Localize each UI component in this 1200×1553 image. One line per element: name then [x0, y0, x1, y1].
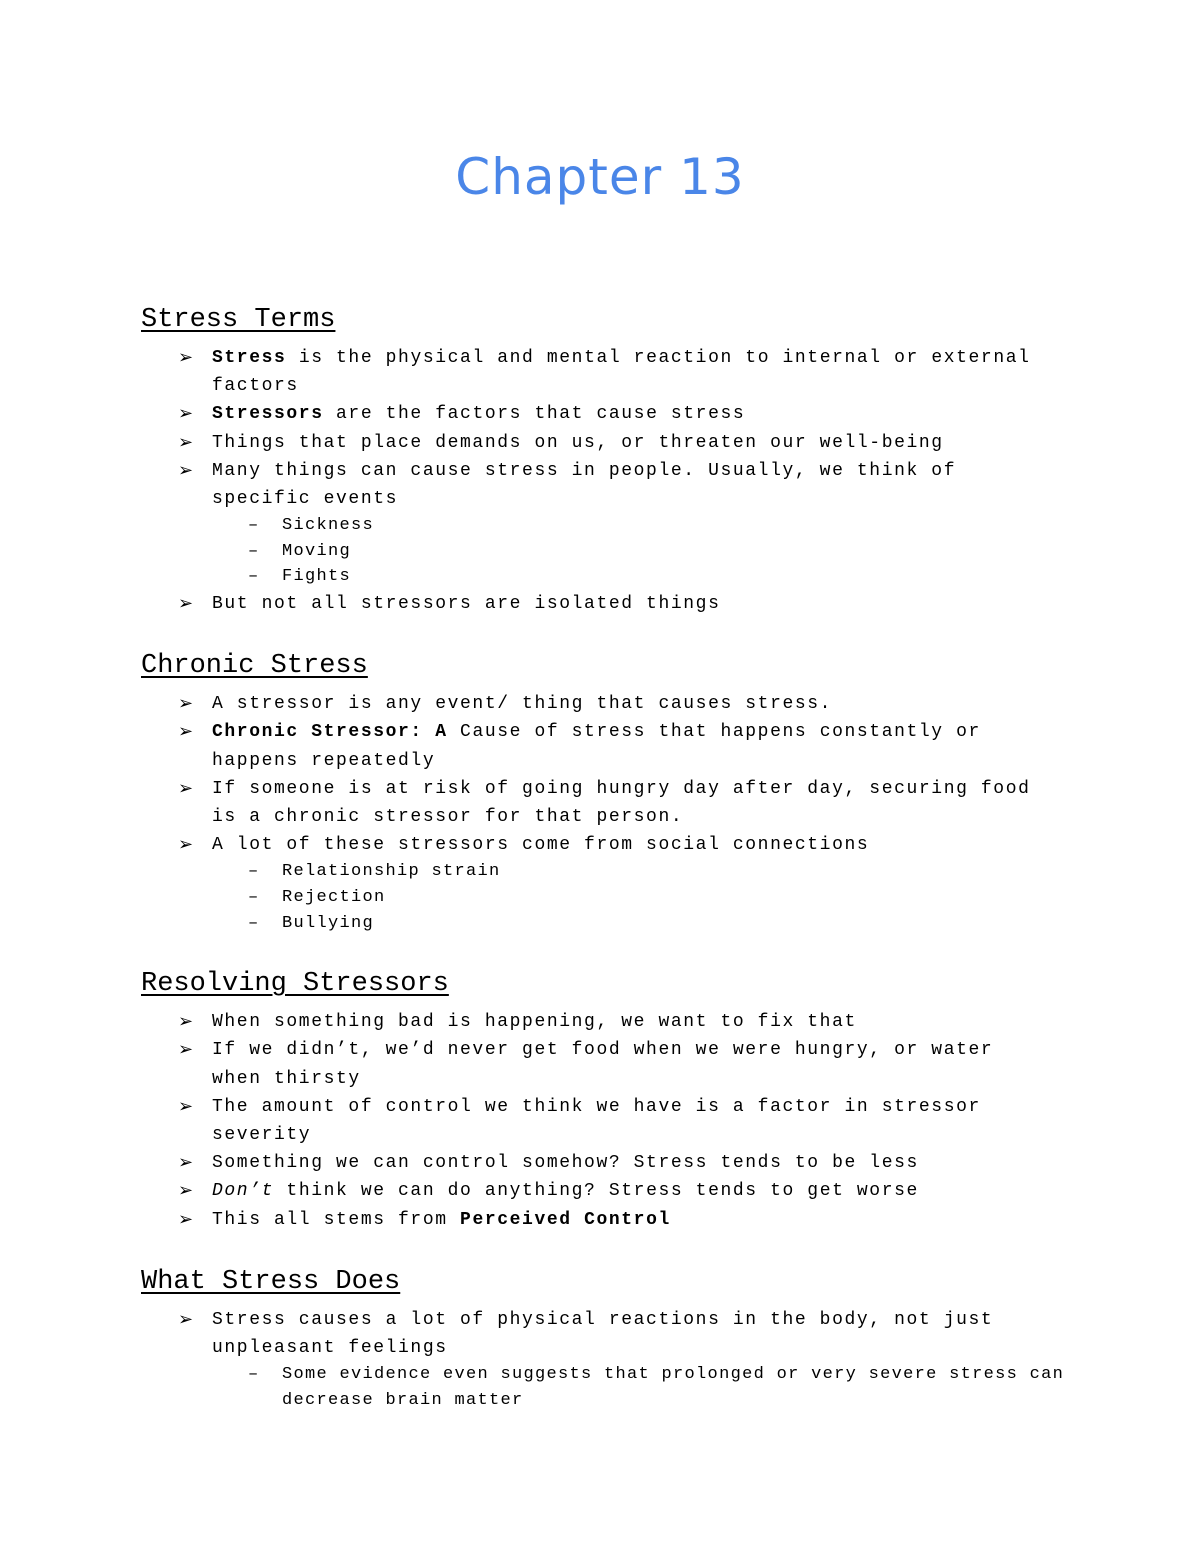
- bullet-text: Stress causes a lot of physical reactions in the body, not just unpleasant feelings: [212, 1309, 994, 1359]
- sub-list-holder: [212, 513, 1081, 590]
- sub-item: [248, 911, 1081, 937]
- section: [141, 964, 1081, 1234]
- dash-bullet-icon: –: [248, 1365, 260, 1385]
- dash-bullet-icon: –: [248, 862, 260, 882]
- arrow-bullet-icon: ➢: [178, 1208, 195, 1230]
- sub-list: [212, 1362, 1081, 1413]
- bullet-text: The amount of control we think we have is a factor in stressor severity: [212, 1096, 981, 1146]
- sub-text: Sickness: [282, 516, 375, 536]
- bullet-text: Cause of stress that happens constantly or happens repeatedly: [212, 722, 981, 771]
- page-title: Chapter 13: [455, 148, 745, 206]
- arrow-bullet-icon: ➢: [178, 834, 195, 856]
- section-heading: What Stress Does: [141, 1266, 401, 1297]
- sub-list-holder: [212, 859, 1081, 936]
- bold-term: Chronic Stressor: A: [212, 722, 448, 743]
- bullet-text: think we can do anything? Stress tends to get worse: [274, 1181, 919, 1202]
- arrow-bullet-icon: ➢: [178, 1308, 195, 1330]
- bullet-item: [178, 1149, 1081, 1177]
- bullet-item: [178, 831, 1081, 859]
- dash-bullet-icon: –: [248, 567, 260, 587]
- bullet-item: [178, 344, 1081, 400]
- bullet-item: [178, 457, 1081, 513]
- bullet-list: [141, 344, 1081, 618]
- italic-term: Don’t: [212, 1181, 275, 1202]
- sub-text: Relationship strain: [282, 862, 501, 882]
- dash-bullet-icon: –: [248, 913, 260, 933]
- bullet-text: A stressor is any event/ thing that causes stress.: [212, 694, 833, 715]
- sub-list: [212, 859, 1081, 936]
- section-heading: Resolving Stressors: [141, 969, 449, 1000]
- bullet-item: [178, 400, 1081, 428]
- arrow-bullet-icon: ➢: [178, 431, 195, 453]
- arrow-bullet-icon: ➢: [178, 1152, 195, 1174]
- section-heading: Stress Terms: [141, 305, 336, 335]
- sub-text: Bullying: [282, 913, 375, 933]
- bullet-text: Things that place demands on us, or threaten our well-being: [212, 432, 944, 453]
- arrow-bullet-icon: ➢: [178, 1039, 195, 1061]
- bullet-item: [178, 690, 1081, 718]
- bullet-item: [178, 429, 1081, 457]
- arrow-bullet-icon: ➢: [178, 1011, 195, 1033]
- sub-text: Rejection: [282, 888, 386, 908]
- sub-text: Fights: [282, 567, 352, 587]
- arrow-bullet-icon: ➢: [178, 1180, 195, 1202]
- sub-item: [248, 564, 1081, 590]
- arrow-bullet-icon: ➢: [178, 593, 195, 614]
- arrow-bullet-icon: ➢: [178, 693, 195, 715]
- bullet-text: This all stems from: [212, 1209, 461, 1230]
- bullet-text: A lot of these stressors come from social connections: [212, 835, 870, 856]
- arrow-bullet-icon: ➢: [178, 459, 195, 481]
- dash-bullet-icon: –: [248, 516, 260, 536]
- section: [141, 300, 1081, 618]
- bullet-text: are the factors that cause stress: [323, 404, 746, 425]
- dash-bullet-icon: –: [248, 541, 260, 561]
- bullet-text: is the physical and mental reaction to internal or external factors: [212, 348, 1031, 397]
- sub-text: Some evidence even suggests that prolonged or very severe stress can decrease brain matter: [282, 1365, 1065, 1410]
- bullet-list: [141, 690, 1081, 936]
- bullet-text: Many things can cause stress in people. Usually, we think of specific events: [212, 460, 957, 510]
- bullet-text: When something bad is happening, we want to fix that: [212, 1012, 857, 1033]
- bullet-item: [178, 1177, 1081, 1205]
- bullet-text: But not all stressors are isolated things: [212, 594, 721, 614]
- sub-list-holder: [212, 1362, 1081, 1413]
- document-body: [141, 300, 1081, 1441]
- sub-item: [248, 513, 1081, 539]
- bullet-list: [141, 1306, 1081, 1414]
- dash-bullet-icon: –: [248, 888, 260, 908]
- bullet-item: [178, 775, 1081, 831]
- sub-list: [212, 513, 1081, 590]
- bullet-item: [178, 1206, 1081, 1234]
- sub-item: [248, 859, 1081, 885]
- bullet-item: [178, 590, 1081, 618]
- section: [141, 1262, 1081, 1414]
- bullet-item: [178, 1306, 1081, 1362]
- arrow-bullet-icon: ➢: [178, 403, 195, 425]
- bold-term: Stressors: [212, 404, 324, 425]
- bullet-text: Something we can control somehow? Stress tends to be less: [212, 1153, 919, 1174]
- sub-item: [248, 1362, 1081, 1413]
- bold-term: Perceived Control: [460, 1209, 671, 1230]
- sub-item: [248, 539, 1081, 565]
- bold-term: Stress: [212, 348, 287, 368]
- bullet-list: [141, 1008, 1081, 1234]
- bullet-item: [178, 718, 1081, 774]
- arrow-bullet-icon: ➢: [178, 777, 195, 799]
- bullet-text: If someone is at risk of going hungry day after day, securing food is a chronic stressor for that person.: [212, 778, 1031, 828]
- arrow-bullet-icon: ➢: [178, 1095, 195, 1117]
- bullet-text: If we didn’t, we’d never get food when we were hungry, or water when thirsty: [212, 1040, 994, 1089]
- section-heading: Chronic Stress: [141, 651, 368, 682]
- arrow-bullet-icon: ➢: [178, 347, 195, 368]
- bullet-item: [178, 1093, 1081, 1149]
- arrow-bullet-icon: ➢: [178, 721, 195, 743]
- bullet-item: [178, 1008, 1081, 1036]
- bullet-item: [178, 1036, 1081, 1092]
- sub-text: Moving: [282, 541, 352, 561]
- sub-item: [248, 885, 1081, 911]
- section: [141, 646, 1081, 936]
